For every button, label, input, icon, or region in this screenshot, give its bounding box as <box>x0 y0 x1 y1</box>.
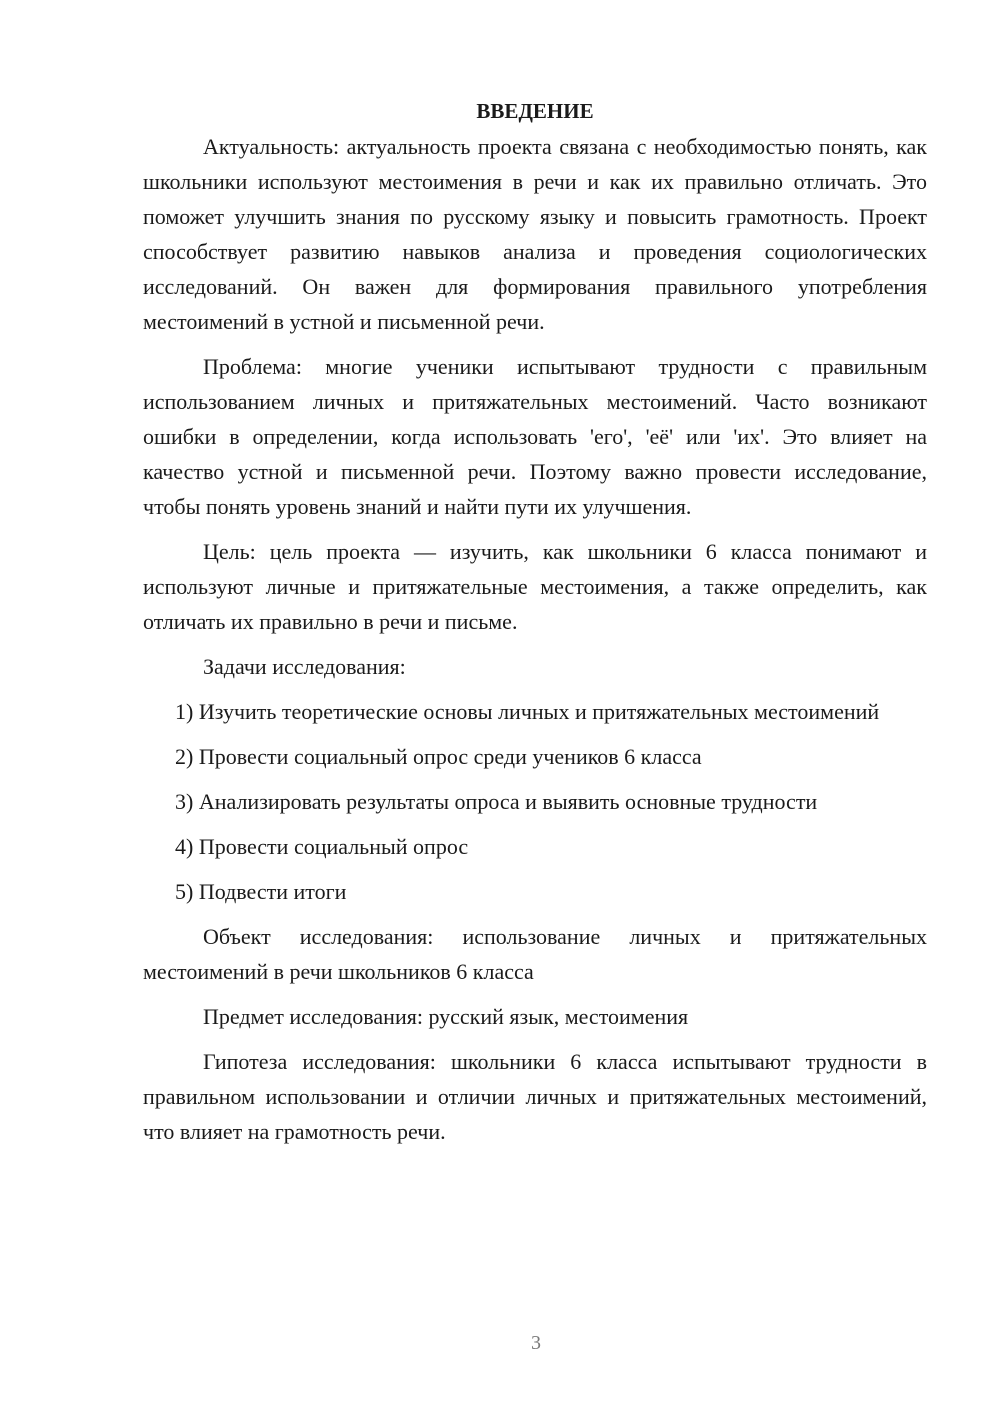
paragraph-hypothesis: Гипотеза исследования: школьники 6 класса испытывают трудности в правильном использовании и отличии личных и притяжательных местоимений, что влияет на грамотность речи. <box>143 1049 927 1144</box>
task-item: 5) Подвести итоги <box>175 879 347 904</box>
page-title: ВВЕДЕНИЕ <box>476 99 594 123</box>
task-item: 4) Провести социальный опрос <box>175 834 469 859</box>
paragraph-goal: Цель: цель проекта — изучить, как школьники 6 класса понимают и используют личные и притяжательные местоимения, а также определить, как отличать их правильно в речи и письме. <box>143 539 927 634</box>
page-content <box>143 94 927 1149</box>
paragraph-problem: Проблема: многие ученики испытывают трудности с правильным использованием личных и притяжательных местоимений. Часто возникают ошибки в определении, когда использовать 'его', 'её' или 'их'. Это влияет на качество устной и письменной речи. Поэтому важно провести исследование, чтобы понять уровень знаний и найти пути их улучшения. <box>143 354 927 519</box>
task-item: 3) Анализировать результаты опроса и выявить основные трудности <box>175 789 818 814</box>
task-item: 1) Изучить теоретические основы личных и притяжательных местоимений <box>175 699 880 724</box>
task-item: 2) Провести социальный опрос среди учеников 6 класса <box>175 744 702 769</box>
paragraph-object: Объект исследования: использование личных и притяжательных местоимений в речи школьников 6 класса <box>143 924 927 984</box>
tasks-list <box>143 694 927 909</box>
page-number: 3 <box>531 1332 541 1354</box>
paragraph-subject: Предмет исследования: русский язык, местоимения <box>203 1004 689 1029</box>
tasks-heading: Задачи исследования: <box>203 654 406 679</box>
paragraph-relevance: Актуальность: актуальность проекта связана с необходимостью понять, как школьники используют местоимения в речи и как их правильно отличать. Это поможет улучшить знания по русскому языку и повысить грамотность. Проект способствует развитию навыков анализа и проведения социологических исследований. Он важен для формирования правильного употребления местоимений в устной и письменной речи. <box>143 134 927 334</box>
